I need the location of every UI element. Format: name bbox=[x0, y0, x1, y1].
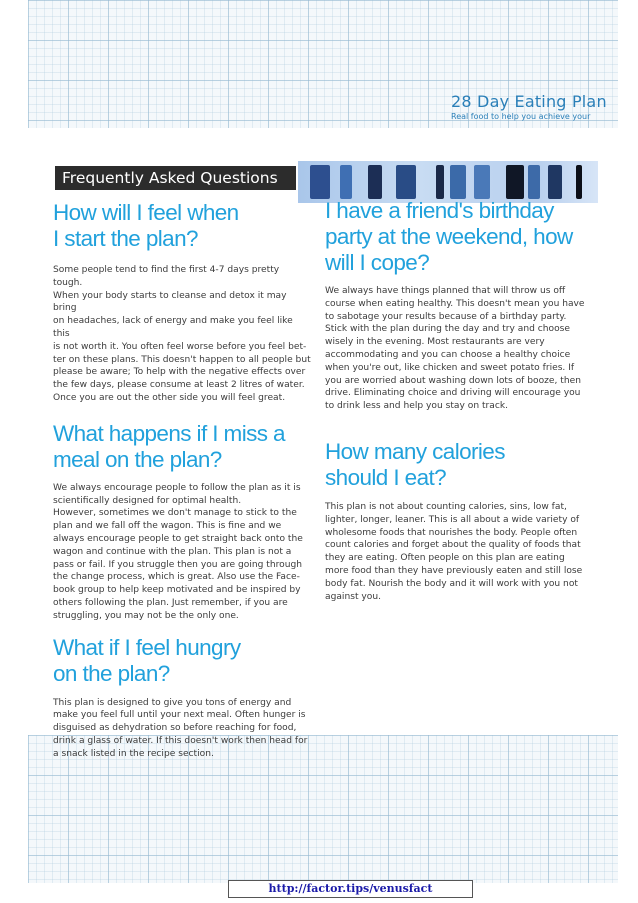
decor-block bbox=[528, 165, 540, 199]
faq-banner: Frequently Asked Questions bbox=[55, 166, 296, 190]
faq-answer: We always have things planned that will throw us off course when eating healthy. This doesn't mean you have to sabotage your results because of a birthday party. Stick with the plan during the day and try and choose wisely in the evening. Most restaurants are very accommodating and you can choose a healthy choice when you're out, like chicken and sweet potato fries. If you are worried about washing down lots of booze, then drive. Eliminating choice and driving will encourage you to drink less and help you stay on track. bbox=[325, 286, 585, 412]
faq-column-right bbox=[325, 198, 587, 603]
faq-answer: This plan is designed to give you tons of energy and make you feel full until your next meal. Often hunger is disguised as dehydration so before reaching for food, drink a glass of water. If this doesn't work then head for a snack listed in the recipe section. bbox=[53, 697, 308, 759]
decor-block bbox=[436, 165, 444, 199]
decor-block bbox=[396, 165, 416, 199]
decorative-blocks-bar bbox=[298, 161, 598, 203]
decor-block bbox=[310, 165, 330, 199]
brand-tagline: Real food to help you achieve your bbox=[451, 112, 591, 121]
faq-item-birthday bbox=[325, 198, 587, 413]
decor-block bbox=[340, 165, 352, 199]
brand-title: 28 Day Eating Plan bbox=[451, 92, 607, 111]
faq-column-left bbox=[53, 200, 311, 761]
decor-block bbox=[576, 165, 582, 199]
faq-item-feel bbox=[53, 200, 311, 405]
brand-block bbox=[451, 93, 611, 121]
faq-answer: Some people tend to find the first 4-7 days pretty tough. When your body starts to cleanse and detox it may bring on headaches, lack of energy and make you feel like this is not worth it. You often feel worse before you feel bet- ter on these plans. This doesn't happen to all people but please be aware; To help with the negative effects over the few days, please consume at least 2 litres of water. Once you are out the other side you will feel great. bbox=[53, 265, 311, 403]
faq-item-miss-meal bbox=[53, 421, 311, 623]
decor-block bbox=[450, 165, 466, 199]
faq-answer: We always encourage people to follow the plan as it is scientifically designed for optimal health. However, sometimes we don't manage to stick to the plan and we fall off the wagon. This is fine and we always encourage people to get straight back onto the wagon and continue with the plan. This plan is not a pass or fail. If you struggle then you are going through the change process, which is great. Also use the Face- book group to help keep motivated and be inspired by others following the plan. Just remember, if you are struggling, you may not be the only one. bbox=[53, 482, 303, 621]
decor-block bbox=[368, 165, 382, 199]
faq-question: I have a friend's birthday party at the weekend, how will I cope? bbox=[325, 198, 573, 275]
faq-question: How many calories should I eat? bbox=[325, 438, 505, 490]
decor-block bbox=[474, 165, 490, 199]
faq-answer: This plan is not about counting calories, sins, low fat, lighter, longer, leaner. This is all about a wide variety of wholesome foods that nourishes the body. People often count calories and forget about the quality of foods that they are eating. Often people on this plan are eating more food than they have previously eaten and still lose body fat. Nourish the body and it will work with you not against you. bbox=[325, 501, 583, 602]
faq-question: How will I feel when I start the plan? bbox=[53, 200, 239, 251]
faq-item-calories bbox=[325, 439, 587, 603]
footer-url-link[interactable]: http://factor.tips/venusfact bbox=[228, 880, 473, 898]
decor-block bbox=[548, 165, 562, 199]
faq-item-hungry bbox=[53, 635, 311, 761]
faq-question: What happens if I miss a meal on the plan? bbox=[53, 420, 285, 472]
faq-question: What if I feel hungry on the plan? bbox=[53, 634, 241, 686]
decor-block bbox=[506, 165, 524, 199]
